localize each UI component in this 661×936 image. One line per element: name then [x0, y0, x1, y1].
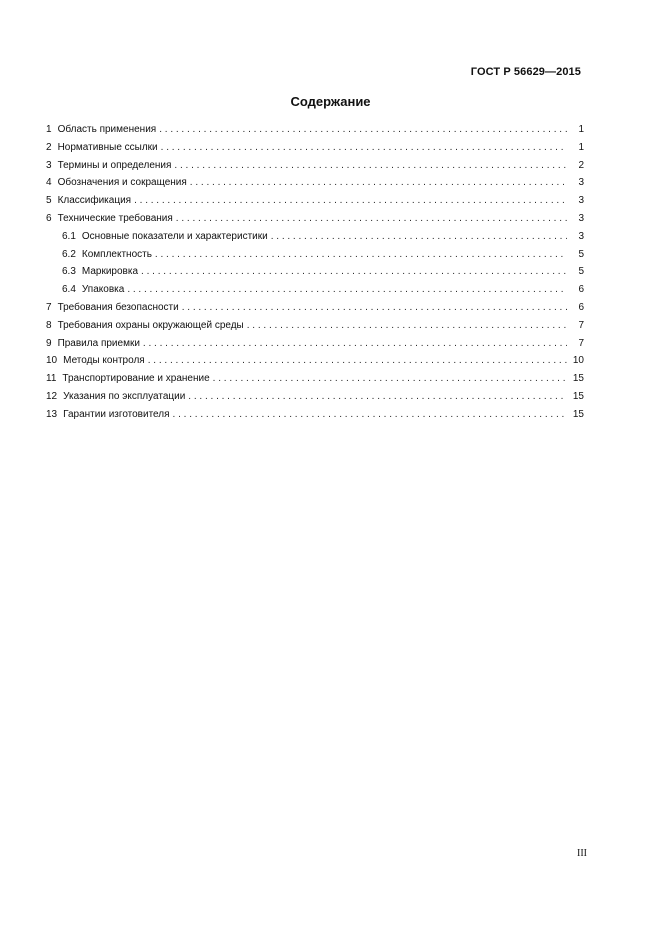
toc-entry-number: 6.4 [62, 284, 76, 296]
toc-entry-page: 1 [578, 124, 584, 135]
toc-dot-leader [159, 124, 567, 135]
toc-entry-title: Область применения [57, 124, 157, 135]
toc-entry-number: 6.1 [62, 230, 76, 242]
toc-entry-title: Методы контроля [63, 355, 145, 367]
toc-entry-page: 6 [578, 284, 584, 296]
toc-dot-leader [134, 195, 567, 206]
toc-entry[interactable] [46, 373, 584, 391]
toc-dot-leader [161, 142, 567, 153]
toc-entry-title: Правила приемки [57, 337, 140, 349]
toc-entry[interactable] [46, 320, 584, 338]
toc-entry-page: 3 [578, 177, 584, 189]
toc-entry-number: 5 [46, 195, 52, 207]
toc-entry-number: 13 [46, 408, 58, 420]
toc-entry-page: 2 [578, 159, 584, 171]
toc-entry-title: Нормативные ссылки [57, 141, 158, 153]
toc-entry-title: Транспортирование и хранение [62, 373, 210, 385]
toc-dot-leader [190, 177, 567, 188]
toc-dot-leader [247, 320, 567, 331]
toc-entry-title: Технические требования [57, 212, 173, 224]
toc-entry-number: 10 [46, 355, 58, 367]
standard-code-header: ГОСТ Р 56629—2015 [470, 66, 581, 78]
toc-entry-page: 15 [572, 373, 584, 385]
toc-dot-leader [176, 213, 567, 224]
toc-entry-title: Маркировка [81, 266, 139, 278]
toc-entry-title: Обозначения и сокращения [57, 177, 187, 189]
toc-dot-leader [155, 249, 567, 260]
toc-entry[interactable] [46, 391, 584, 409]
toc-entry-number: 6 [46, 212, 52, 224]
toc-entry-title: Упаковка [81, 284, 125, 296]
toc-entry-page: 1 [578, 141, 584, 153]
toc-entry-title: Комплектность [81, 248, 152, 260]
toc-entry[interactable] [46, 142, 584, 160]
toc-entry[interactable] [46, 409, 584, 427]
toc-entry[interactable] [46, 231, 584, 249]
toc-entry[interactable] [46, 355, 584, 373]
toc-entry-page: 15 [572, 390, 584, 402]
toc-entry-number: 3 [46, 159, 52, 171]
toc-entry-number: 8 [46, 319, 52, 331]
toc-entry-number: 6.3 [62, 266, 76, 278]
toc-entry[interactable] [46, 213, 584, 231]
toc-entry-page: 3 [578, 230, 584, 242]
toc-entry[interactable] [46, 195, 584, 213]
toc-entry-page: 3 [578, 212, 584, 224]
toc-entry-title: Термины и определения [57, 159, 172, 171]
toc-entry-page: 3 [578, 195, 584, 207]
toc-dot-leader [141, 266, 567, 277]
toc-entry-title: Требования безопасности [57, 301, 179, 313]
toc-dot-leader [213, 373, 567, 384]
toc-entry[interactable] [46, 249, 584, 267]
toc-entry-number: 4 [46, 177, 52, 189]
toc-entry-number: 6.2 [62, 248, 76, 260]
toc-entry-title: Указания по эксплуатации [63, 390, 186, 402]
toc-entry-title: Основные показатели и характеристики [81, 230, 268, 242]
toc-dot-leader [174, 160, 567, 171]
toc-entry-title: Гарантии изготовителя [63, 408, 170, 420]
toc-entry-number: 2 [46, 141, 52, 153]
toc-entry-page: 15 [572, 408, 584, 420]
toc-dot-leader [148, 355, 567, 366]
toc-entry-page: 10 [572, 355, 584, 367]
toc-entry[interactable] [46, 124, 584, 142]
toc-entry-page: 6 [578, 301, 584, 313]
toc-entry-number: 12 [46, 390, 58, 402]
toc-entry[interactable] [46, 338, 584, 356]
toc-dot-leader [127, 284, 567, 295]
toc-entry[interactable] [46, 266, 584, 284]
toc-entry-title: Требования охраны окружающей среды [57, 319, 244, 331]
toc-entry-number: 11 [46, 373, 57, 385]
toc-entry-page: 5 [578, 248, 584, 260]
toc-entry[interactable] [46, 177, 584, 195]
toc-entry-page: 7 [578, 337, 584, 349]
toc-entry-number: 9 [46, 337, 52, 349]
table-of-contents [46, 124, 584, 427]
toc-dot-leader [271, 231, 567, 242]
toc-entry-title: Классификация [57, 195, 132, 207]
page-footer-number: III [577, 848, 587, 859]
toc-dot-leader [143, 338, 567, 349]
toc-dot-leader [188, 391, 567, 402]
toc-entry[interactable] [46, 284, 584, 302]
toc-entry-page: 5 [578, 266, 584, 278]
toc-dot-leader [173, 409, 567, 420]
toc-dot-leader [182, 302, 567, 313]
toc-entry-number: 7 [46, 301, 52, 313]
toc-entry[interactable] [46, 302, 584, 320]
toc-entry[interactable] [46, 160, 584, 178]
toc-title: Содержание [290, 94, 371, 109]
toc-entry-page: 7 [578, 319, 584, 331]
toc-entry-number: 1 [46, 124, 52, 135]
